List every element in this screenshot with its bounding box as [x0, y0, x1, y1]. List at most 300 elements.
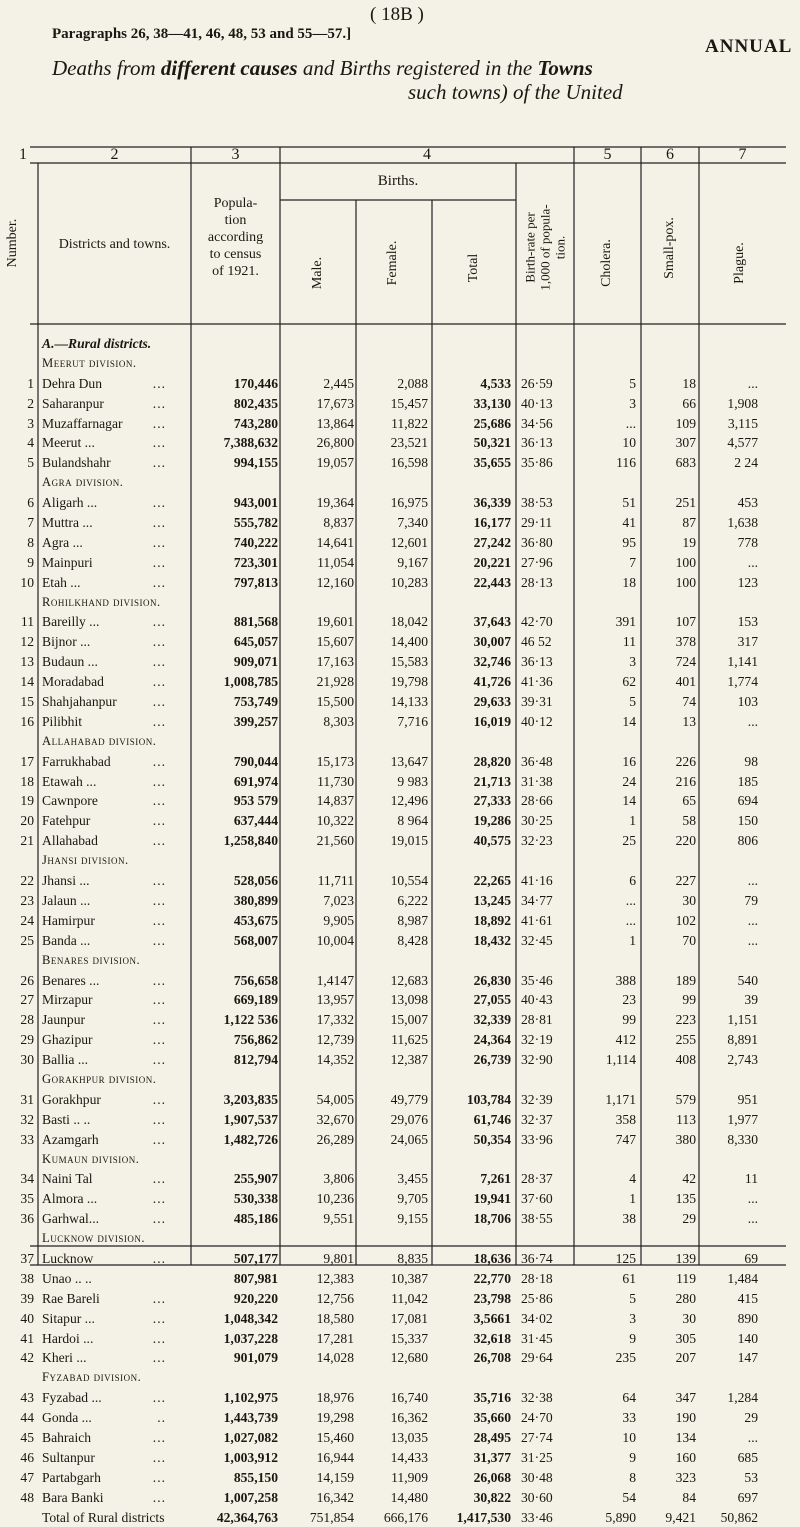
header-birth-rate: Birth-rate per 1,000 of popula- tion. — [522, 204, 568, 291]
plague-deaths: 890 — [737, 1310, 758, 1326]
plague-deaths: 2,743 — [727, 1052, 758, 1068]
leader-dots: ... — [152, 1330, 166, 1346]
cholera-deaths: 3 — [629, 395, 636, 411]
plague-deaths: 1,908 — [727, 395, 758, 411]
plague-deaths: 153 — [737, 614, 758, 630]
row-number: 11 — [20, 614, 34, 630]
total-births: 18,892 — [473, 912, 511, 928]
table-row — [0, 971, 800, 991]
population-value: 645,057 — [233, 634, 278, 650]
table-row — [0, 1189, 800, 1209]
cholera-deaths: ... — [625, 892, 636, 908]
column-number-4: 4 — [423, 146, 431, 163]
row-number: 45 — [20, 1429, 34, 1445]
leader-dots: ... — [152, 455, 166, 471]
total-births: 16,177 — [473, 515, 511, 531]
male-births: 19,298 — [316, 1410, 354, 1426]
leader-dots: .. — [157, 1410, 166, 1426]
plague-deaths: 453 — [737, 495, 758, 511]
total-births: 33,130 — [473, 395, 511, 411]
column-number-2: 2 — [110, 146, 119, 163]
row-number: 29 — [20, 1032, 34, 1048]
table-row — [0, 1249, 800, 1269]
cholera-deaths: 9 — [629, 1330, 636, 1346]
district-name: Bahraich — [42, 1429, 92, 1445]
female-births: 16,975 — [390, 495, 428, 511]
district-name: Etah ... — [42, 574, 81, 590]
plague-deaths: ... — [747, 1211, 758, 1227]
table-row — [0, 414, 800, 434]
table-row — [0, 1269, 800, 1289]
total-births: 24,364 — [473, 1032, 511, 1048]
population-value: 1,037,228 — [223, 1330, 278, 1346]
population-value: 901,079 — [233, 1350, 278, 1366]
plague-deaths: 778 — [737, 534, 758, 550]
smallpox-deaths: 724 — [675, 654, 696, 670]
leader-dots: ... — [152, 634, 166, 650]
smallpox-deaths: 190 — [675, 1410, 696, 1426]
plague-deaths: ... — [747, 713, 758, 729]
row-number: 36 — [20, 1211, 34, 1227]
leader-dots: ... — [152, 574, 166, 590]
population-value: 740,222 — [233, 534, 278, 550]
row-number: 5 — [27, 455, 34, 471]
total-births: 37,643 — [473, 614, 511, 630]
population-value: 753,749 — [233, 694, 278, 710]
total-births: 27,055 — [473, 992, 511, 1008]
population-value: 1,258,840 — [223, 833, 278, 849]
row-number: 10 — [20, 574, 34, 590]
row-number: 26 — [20, 972, 34, 988]
table-row — [0, 1090, 800, 1110]
table-row — [0, 433, 800, 453]
cholera-deaths: 116 — [616, 455, 636, 471]
male-births: 10,004 — [316, 932, 354, 948]
plague-deaths: 69 — [744, 1250, 758, 1266]
leader-dots: ... — [152, 1310, 166, 1326]
male-births: 16,944 — [316, 1449, 354, 1465]
male-births: 12,160 — [316, 574, 354, 590]
total-births: 41,726 — [473, 674, 511, 690]
birth-rate: 32·39 — [521, 1091, 553, 1107]
birth-rate: 40·13 — [521, 395, 553, 411]
birth-rate: 28·66 — [521, 793, 553, 809]
leader-dots: ... — [152, 1171, 166, 1187]
leader-dots: ... — [152, 1290, 166, 1306]
plague-deaths: 140 — [737, 1330, 758, 1346]
cholera-deaths: 5 — [629, 375, 636, 391]
column-number-1: 1 — [19, 146, 27, 163]
district-name: Ghazipur — [42, 1032, 93, 1048]
leader-dots: ... — [152, 1131, 166, 1147]
birth-rate: 32·37 — [521, 1111, 553, 1127]
female-births: 14,480 — [390, 1489, 428, 1505]
male-births: 26,800 — [316, 435, 354, 451]
smallpox-deaths: 84 — [682, 1489, 696, 1505]
birth-rate: 32·19 — [521, 1032, 553, 1048]
table-row — [0, 493, 800, 513]
leader-dots: ... — [152, 1111, 166, 1127]
population-value: 399,257 — [233, 713, 278, 729]
leader-dots: ... — [152, 892, 166, 908]
division-heading-row — [0, 1229, 800, 1249]
district-name: Bijnor ... — [42, 634, 91, 650]
birth-rate: 32·23 — [521, 833, 553, 849]
population-value: 723,301 — [233, 554, 278, 570]
cholera-deaths: 5,890 — [605, 1509, 636, 1525]
population-value: 255,907 — [233, 1171, 278, 1187]
birth-rate: 39·31 — [521, 694, 553, 710]
district-name: Dehra Dun — [42, 375, 103, 391]
female-births: 12,680 — [390, 1350, 428, 1366]
plague-deaths: 123 — [737, 574, 758, 590]
male-births: 7,023 — [323, 892, 354, 908]
male-births: 751,854 — [309, 1509, 354, 1525]
population-value: 555,782 — [233, 515, 278, 531]
birth-rate: 31·38 — [521, 773, 553, 789]
female-births: 13,647 — [390, 753, 428, 769]
female-births: 8,987 — [397, 912, 428, 928]
female-births: 14,400 — [390, 634, 428, 650]
table-row — [0, 891, 800, 911]
division-heading: Lucknow division. — [42, 1231, 145, 1246]
header-male: Male. — [310, 256, 325, 290]
total-births: 61,746 — [473, 1111, 511, 1127]
female-births: 12,496 — [390, 793, 428, 809]
total-births: 50,354 — [473, 1131, 511, 1147]
smallpox-deaths: 87 — [682, 515, 696, 531]
district-name: Gorakhpur — [42, 1091, 101, 1107]
population-value: 170,446 — [233, 375, 278, 391]
table-row — [0, 1169, 800, 1189]
leader-dots: ... — [152, 992, 166, 1008]
male-births: 8,303 — [323, 713, 354, 729]
district-name: Partabgarh — [42, 1469, 101, 1485]
smallpox-deaths: 135 — [675, 1191, 696, 1207]
cholera-deaths: 24 — [622, 773, 636, 789]
female-births: 18,042 — [390, 614, 428, 630]
division-heading-row — [0, 1368, 800, 1388]
male-births: 21,928 — [316, 674, 354, 690]
smallpox-deaths: 107 — [675, 614, 696, 630]
row-number: 47 — [20, 1469, 34, 1485]
section-heading-row — [0, 334, 800, 354]
cholera-deaths: 23 — [622, 992, 636, 1008]
column-number-5: 5 — [603, 146, 612, 163]
male-births: 26,289 — [316, 1131, 354, 1147]
cholera-deaths: 4 — [629, 1171, 636, 1187]
table-row — [0, 911, 800, 931]
table-row — [0, 1348, 800, 1368]
birth-rate: 41·16 — [521, 873, 553, 889]
birth-rate: 28·81 — [521, 1012, 553, 1028]
title-part-c: and Births registered in the — [302, 56, 533, 80]
cholera-deaths: 1,171 — [605, 1091, 636, 1107]
district-name: Fyzabad ... — [42, 1390, 102, 1406]
row-number: 8 — [27, 534, 34, 550]
male-births: 9,905 — [323, 912, 354, 928]
plague-deaths: 50,862 — [720, 1509, 758, 1525]
male-births: 12,383 — [316, 1270, 354, 1286]
female-births: 7,340 — [397, 515, 428, 531]
plague-deaths: 8,330 — [727, 1131, 758, 1147]
row-number: 30 — [20, 1052, 34, 1068]
total-births: 31,377 — [473, 1449, 511, 1465]
district-name: Rae Bareli — [42, 1290, 100, 1306]
leader-dots: ... — [152, 1449, 166, 1465]
birth-rate: 35·46 — [521, 972, 553, 988]
district-name: Lucknow — [42, 1250, 94, 1266]
female-births: 15,583 — [390, 654, 428, 670]
population-value: 812,794 — [233, 1052, 278, 1068]
male-births: 19,364 — [316, 495, 354, 511]
table-row — [0, 1050, 800, 1070]
male-births: 15,500 — [316, 694, 354, 710]
female-births: 13,098 — [390, 992, 428, 1008]
birth-rate: 41·36 — [521, 674, 553, 690]
leader-dots: ... — [152, 833, 166, 849]
total-births: 35,716 — [473, 1390, 511, 1406]
division-heading-row — [0, 473, 800, 493]
leader-dots: ... — [152, 415, 166, 431]
district-name: Azamgarh — [42, 1131, 99, 1147]
district-name: Unao .. .. — [42, 1270, 92, 1286]
header-births: Births. — [377, 173, 419, 189]
population-value: 485,186 — [233, 1211, 278, 1227]
leader-dots: ... — [152, 1032, 166, 1048]
header-total: Total — [466, 253, 481, 283]
female-births: 15,457 — [390, 395, 428, 411]
table-row — [0, 1209, 800, 1229]
cholera-deaths: 5 — [629, 694, 636, 710]
female-births: 19,015 — [390, 833, 428, 849]
row-number: 37 — [20, 1250, 34, 1266]
plague-deaths: ... — [747, 873, 758, 889]
male-births: 19,601 — [316, 614, 354, 630]
table-row — [0, 990, 800, 1010]
district-name: Banda ... — [42, 932, 91, 948]
leader-dots: ... — [152, 932, 166, 948]
male-births: 9,551 — [323, 1211, 354, 1227]
row-number: 44 — [20, 1410, 34, 1426]
leader-dots: ... — [152, 1250, 166, 1266]
female-births: 666,176 — [383, 1509, 428, 1525]
population-value: 530,338 — [233, 1191, 278, 1207]
annual-label: ANNUAL — [705, 36, 793, 57]
plague-deaths: 185 — [737, 773, 758, 789]
female-births: 14,433 — [390, 1449, 428, 1465]
table-row — [0, 811, 800, 831]
district-name: Garhwal... — [42, 1211, 99, 1227]
population-value: 691,974 — [233, 773, 278, 789]
column-number-6: 6 — [666, 146, 674, 163]
division-heading-row — [0, 951, 800, 971]
header-smallpox: Small-pox. — [662, 217, 677, 279]
total-births: 40,575 — [473, 833, 511, 849]
plague-deaths: 685 — [737, 1449, 758, 1465]
leader-dots: ... — [152, 515, 166, 531]
plague-deaths: 1,638 — [727, 515, 758, 531]
table-row — [0, 533, 800, 553]
total-births: 29,633 — [473, 694, 511, 710]
leader-dots: ... — [152, 1429, 166, 1445]
population-value: 568,007 — [233, 932, 278, 948]
row-number: 3 — [27, 415, 34, 431]
row-number: 2 — [27, 395, 34, 411]
smallpox-deaths: 323 — [675, 1469, 696, 1485]
division-heading: Meerut division. — [42, 355, 137, 370]
plague-deaths: ... — [747, 554, 758, 570]
birth-rate: 40·12 — [521, 713, 553, 729]
district-name: Mainpuri — [42, 554, 93, 570]
population-value: 528,056 — [233, 873, 278, 889]
birth-rate: 36·13 — [521, 654, 553, 670]
female-births: 14,133 — [390, 694, 428, 710]
population-value: 943,001 — [233, 495, 278, 511]
cholera-deaths: 10 — [622, 1429, 636, 1445]
male-births: 12,756 — [316, 1290, 354, 1306]
plague-deaths: 697 — [737, 1489, 758, 1505]
district-name: Muzaffarnagar — [42, 415, 123, 431]
population-value: 380,899 — [233, 892, 278, 908]
plague-deaths: 29 — [744, 1410, 758, 1426]
female-births: 9,167 — [397, 554, 428, 570]
district-name: Meerut ... — [42, 435, 95, 451]
population-value: 1,007,258 — [223, 1489, 278, 1505]
plague-deaths: 1,774 — [727, 674, 758, 690]
page-header — [0, 0, 800, 150]
smallpox-deaths: 19 — [682, 534, 696, 550]
birth-rate: 36·74 — [521, 1250, 553, 1266]
district-name: Hamirpur — [42, 912, 95, 928]
population-value: 637,444 — [233, 813, 278, 829]
cholera-deaths: 5 — [629, 1290, 636, 1306]
population-value: 1,907,537 — [223, 1111, 278, 1127]
row-number: 28 — [20, 1012, 34, 1028]
column-number-7: 7 — [738, 146, 747, 163]
table-row — [0, 1388, 800, 1408]
smallpox-deaths: 119 — [676, 1270, 696, 1286]
population-value: 507,177 — [233, 1250, 278, 1266]
cholera-deaths: 1 — [629, 1191, 636, 1207]
cholera-deaths: 41 — [622, 515, 636, 531]
plague-deaths: ... — [747, 932, 758, 948]
population-value: 953 579 — [233, 793, 278, 809]
cholera-deaths: 3 — [629, 1310, 636, 1326]
population-value: 1,048,342 — [223, 1310, 278, 1326]
smallpox-deaths: 30 — [682, 1310, 696, 1326]
total-births: 32,618 — [473, 1330, 511, 1346]
birth-rate: 36·13 — [521, 435, 553, 451]
table-row — [0, 772, 800, 792]
leader-dots: ... — [152, 534, 166, 550]
female-births: 13,035 — [390, 1429, 428, 1445]
plague-deaths: ... — [747, 375, 758, 391]
female-births: 11,625 — [391, 1032, 428, 1048]
smallpox-deaths: 207 — [675, 1350, 696, 1366]
cholera-deaths: 25 — [622, 833, 636, 849]
smallpox-deaths: 65 — [682, 793, 696, 809]
table-row — [0, 632, 800, 652]
table-row — [0, 672, 800, 692]
cholera-deaths: 10 — [622, 435, 636, 451]
row-container — [0, 354, 800, 1527]
female-births: 24,065 — [390, 1131, 428, 1147]
female-births: 8 964 — [397, 813, 428, 829]
total-births: 25,686 — [473, 415, 511, 431]
female-births: 2,088 — [397, 375, 428, 391]
plague-deaths: 806 — [737, 833, 758, 849]
male-births: 18,580 — [316, 1310, 354, 1326]
female-births: 12,601 — [390, 534, 428, 550]
division-heading-row — [0, 593, 800, 613]
leader-dots: ... — [152, 1091, 166, 1107]
row-number: 24 — [20, 912, 34, 928]
cholera-deaths: 14 — [622, 793, 636, 809]
total-births: 16,019 — [473, 713, 511, 729]
cholera-deaths: 1 — [629, 932, 636, 948]
plague-deaths: 147 — [737, 1350, 758, 1366]
population-value: 453,675 — [233, 912, 278, 928]
leader-dots: ... — [152, 614, 166, 630]
leader-dots: ... — [152, 912, 166, 928]
row-number: 48 — [20, 1489, 34, 1505]
table-row — [0, 1329, 800, 1349]
population-value: 669,189 — [233, 992, 278, 1008]
plague-deaths: 540 — [737, 972, 758, 988]
birth-rate: 34·02 — [521, 1310, 553, 1326]
plague-deaths: 98 — [744, 753, 758, 769]
female-births: 11,822 — [391, 415, 428, 431]
female-births: 16,740 — [390, 1390, 428, 1406]
leader-dots: ... — [152, 1052, 166, 1068]
smallpox-deaths: 408 — [675, 1052, 696, 1068]
row-number: 43 — [20, 1390, 34, 1406]
birth-rate: 34·56 — [521, 415, 553, 431]
cholera-deaths: 62 — [622, 674, 636, 690]
total-births: 26,830 — [473, 972, 511, 988]
table-row — [0, 692, 800, 712]
district-name: Sitapur ... — [42, 1310, 95, 1326]
district-name: Shahjahanpur — [42, 694, 117, 710]
smallpox-deaths: 58 — [682, 813, 696, 829]
total-births: 30,822 — [473, 1489, 511, 1505]
birth-rate: 36·48 — [521, 753, 553, 769]
row-number: 9 — [27, 554, 34, 570]
female-births: 11,909 — [391, 1469, 428, 1485]
row-number: 17 — [20, 753, 34, 769]
male-births: 15,173 — [316, 753, 354, 769]
population-value: 855,150 — [233, 1469, 278, 1485]
district-name: Kheri ... — [42, 1350, 87, 1366]
population-value: 1,027,082 — [223, 1429, 278, 1445]
table-row — [0, 553, 800, 573]
smallpox-deaths: 216 — [675, 773, 696, 789]
birth-rate: 33·96 — [521, 1131, 553, 1147]
leader-dots: ... — [152, 1390, 166, 1406]
header-population: Popula- tion according to census of 1921. — [207, 196, 264, 279]
smallpox-deaths: 30 — [682, 892, 696, 908]
total-births: 18,432 — [473, 932, 511, 948]
table-row — [0, 1110, 800, 1130]
total-births: 32,339 — [473, 1012, 511, 1028]
cholera-deaths: 125 — [615, 1250, 636, 1266]
division-heading-row — [0, 1070, 800, 1090]
total-births: 22,265 — [473, 873, 511, 889]
total-births: 35,660 — [473, 1410, 511, 1426]
total-births: 7,261 — [480, 1171, 511, 1187]
smallpox-deaths: 74 — [682, 694, 696, 710]
